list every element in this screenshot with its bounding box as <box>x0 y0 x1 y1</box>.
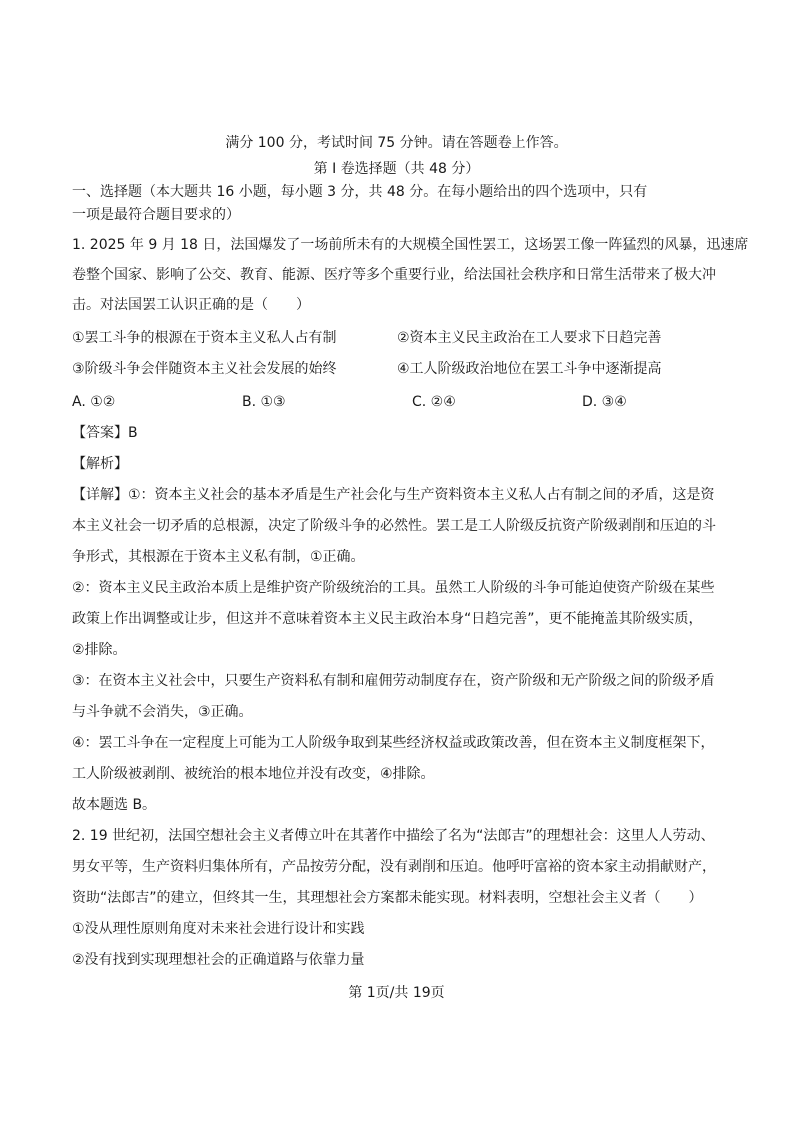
exam-info: 满分 100 分，考试时间 75 分钟。请在答题卷上作答。 <box>225 135 568 151</box>
q1-statement-2: ②资本主义民主政治在工人要求下日趋完善 <box>397 330 662 346</box>
q1-answer: 【答案】B <box>72 425 138 441</box>
q1-statement-4: ④工人阶级政治地位在罢工斗争中逐渐提高 <box>397 361 662 377</box>
section-title: 第 I 卷选择题（共 48 分） <box>313 161 480 177</box>
q2-stem-line-2: 男女平等，生产资料归集体所有，产品按劳分配，没有剥削和压迫。他呼吁富裕的资本家主动捐献财产， <box>72 859 716 875</box>
q1-option-c: C. ②④ <box>412 394 456 410</box>
q1-explanation-line-2: 本主义社会一切矛盾的总根源，决定了阶级斗争的必然性。罢工是工人阶级反抗资产阶级剥削和压迫的斗 <box>72 518 716 534</box>
q1-explanation-line-4: ②：资本主义民主政治本质上是维护资产阶级统治的工具。虽然工人阶级的斗争可能迫使资产阶级在某些 <box>72 580 715 596</box>
instructions-line-2: 一项是最符合题目要求的） <box>72 207 240 223</box>
q2-statement-2: ②没有找到实现理想社会的正确道路与依靠力量 <box>72 952 365 968</box>
q1-option-b: B. ①③ <box>242 394 286 410</box>
q1-explanation-line-1: 【详解】①：资本主义社会的基本矛盾是生产社会化与生产资料资本主义私人占有制之间的矛盾，这是资 <box>72 487 715 503</box>
q1-conclusion: 故本题选 B。 <box>72 797 157 813</box>
q1-option-a: A. ①② <box>72 394 116 410</box>
q1-explanation-line-5: 政策上作出调整或让步，但这并不意味着资本主义民主政治本身“日趋完善”，更不能掩盖其阶级实质， <box>72 611 703 627</box>
q1-statement-3: ③阶级斗争会伴随资本主义社会发展的始终 <box>72 361 337 377</box>
q1-explanation-line-10: 工人阶级被剥削、被统治的根本地位并没有改变，④排除。 <box>72 766 435 782</box>
q1-explanation-line-3: 争形式，其根源在于资本主义私有制，①正确。 <box>72 549 365 565</box>
q1-stem-line-2: 卷整个国家、影响了公交、教育、能源、医疗等多个重要行业，给法国社会秩序和日常生活带来了极大冲 <box>72 267 716 283</box>
q1-stem-line-3: 击。对法国罢工认识正确的是（ ） <box>72 297 310 313</box>
q1-explanation-line-8: 与斗争就不会消失，③正确。 <box>72 704 253 720</box>
q1-explanation-line-7: ③：在资本主义社会中，只要生产资料私有制和雇佣劳动制度存在，资产阶级和无产阶级之间的阶级矛盾 <box>72 673 715 689</box>
page-number: 第 1页/共 19页 <box>348 985 445 1001</box>
q2-stem-line-3: 资助“法郎吉”的建立，但终其一生，其理想社会方案都未能实现。材料表明，空想社会主义者（ ） <box>72 890 703 906</box>
q2-statement-1: ①没从理性原则角度对未来社会进行设计和实践 <box>72 921 365 937</box>
q1-analysis-label: 【解析】 <box>72 456 128 472</box>
q1-explanation-line-9: ④：罢工斗争在一定程度上可能为工人阶级争取到某些经济权益或政策改善，但在资本主义制度框架下， <box>72 735 715 751</box>
instructions-line-1: 一、选择题（本大题共 16 小题，每小题 3 分，共 48 分。在每小题给出的四个选项中，只有 <box>72 184 648 200</box>
q1-option-d: D. ③④ <box>582 394 627 410</box>
q1-stem-line-1: 1. 2025 年 9 月 18 日，法国爆发了一场前所未有的大规模全国性罢工，这场罢工像一阵猛烈的风暴，迅速席 <box>72 237 749 253</box>
q2-stem-line-1: 2. 19 世纪初，法国空想社会主义者傅立叶在其著作中描绘了名为“法郎吉”的理想社会：这里人人劳动、 <box>72 828 715 844</box>
q1-statement-1: ①罢工斗争的根源在于资本主义私人占有制 <box>72 330 337 346</box>
q1-explanation-line-6: ②排除。 <box>72 642 127 658</box>
